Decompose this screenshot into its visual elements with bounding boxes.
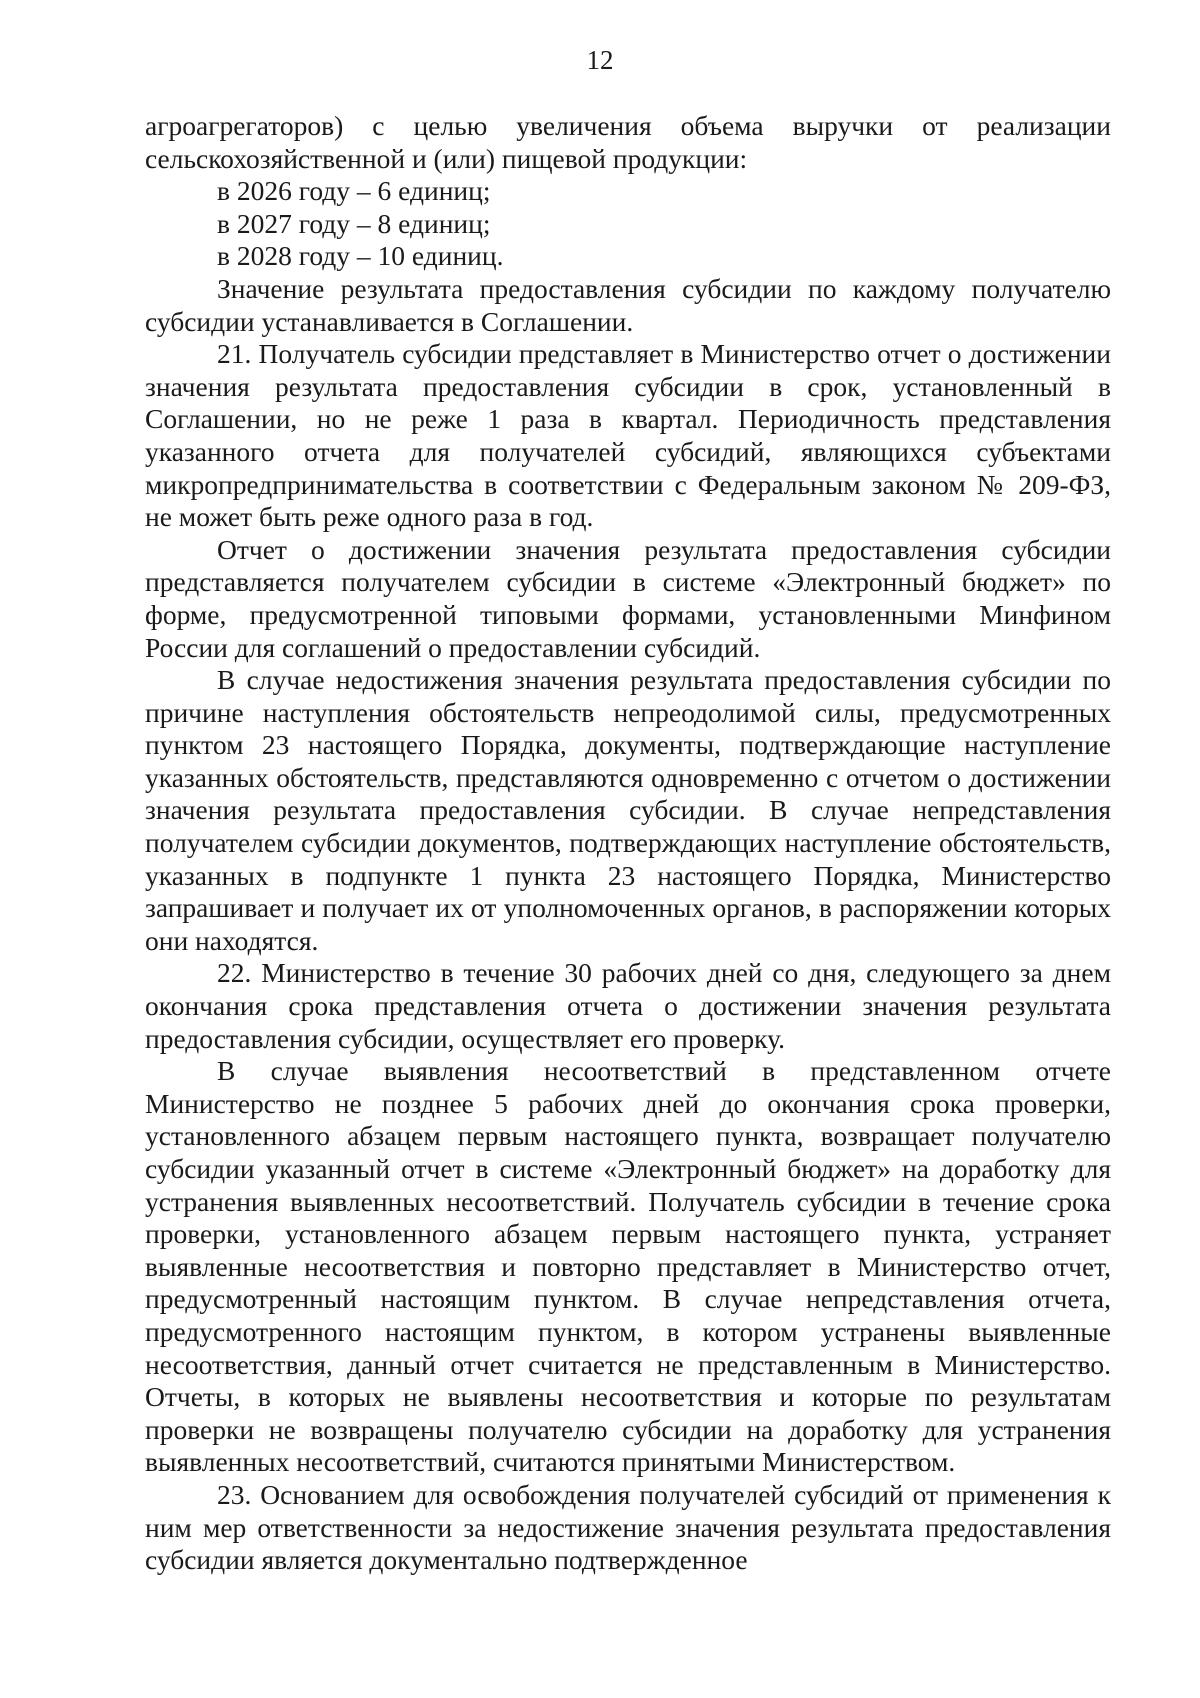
paragraph-result-value: Значение результата предоставления субсидии по каждому получателю субсидии устанавливается в Соглашении. [145,272,1111,337]
paragraph-item-21: 21. Получатель субсидии представляет в Министерство отчет о достижении значения результата предоставления субсидии в срок, установленный в Соглашении, но не реже 1 раза в квартал. Периодичность представления указанного отчета для получателей субсидий, являющихся субъектами микропредпринимательства в соответствии с Федеральным законом № 209-ФЗ, не может быть реже одного раза в год. [145,338,1111,533]
paragraph-year-2027: в 2027 году – 8 единиц; [217,207,491,239]
page-number: 12 [586,45,614,75]
paragraph-item-22: 22. Министерство в течение 30 рабочих дней со дня, следующего за днем окончания срока представления отчета о достижении значения результата предоставления субсидии, осуществляет его проверку. [145,957,1111,1054]
paragraph-continuation: агроагрегаторов) с целью увеличения объема выручки от реализации сельскохозяйственной и (или) пищевой продукции: [145,110,1111,174]
paragraph-year-2026: в 2026 году – 6 единиц; [217,175,491,207]
paragraph-item-23: 23. Основанием для освобождения получателей субсидий от применения к ним мер ответственности за недостижение значения результата предоставления субсидии является документально подтвержденное [145,1478,1111,1576]
document-body [145,110,1111,1577]
paragraph-force-majeure: В случае недостижения значения результата предоставления субсидии по причине наступления обстоятельств непреодолимой силы, предусмотренных пунктом 23 настоящего Порядка, документы, подтверждающие наступление указанных обстоятельств, представляются одновременно с отчетом о достижении значения результата предоставления субсидии. В случае непредставления получателем субсидии документов, подтверждающих наступление обстоятельств, указанных в подпункте 1 пункта 23 настоящего Порядка, Министерство запрашивает и получает их от уполномоченных органов, в распоряжении которых они находятся. [145,664,1111,956]
paragraph-report-form: Отчет о достижении значения результата предоставления субсидии представляется получателем субсидии в системе «Электронный бюджет» по форме, предусмотренной типовыми формами, установленными Минфином России для соглашений о предоставлении субсидий. [145,533,1111,663]
paragraph-year-2028: в 2028 году – 10 единиц. [217,240,504,272]
paragraph-discrepancies: В случае выявления несоответствий в представленном отчете Министерство не позднее 5 рабочих дней до окончания срока проверки, установленного абзацем первым настоящего пункта, возвращает получателю субсидии указанный отчет в системе «Электронный бюджет» на доработку для устранения выявленных несоответствий. Получатель субсидии в течение срока проверки, установленного абзацем первым настоящего пункта, устраняет выявленные несоответствия и повторно представляет в Министерство отчет, предусмотренный настоящим пунктом. В случае непредставления отчета, предусмотренного настоящим пунктом, в котором устранены выявленные несоответствия, данный отчет считается не представленным в Министерство. Отчеты, в которых не выявлены несоответствия и которые по результатам проверки не возвращены получателю субсидии на доработку для устранения выявленных несоответствий, считаются принятыми Министерством. [145,1055,1111,1478]
